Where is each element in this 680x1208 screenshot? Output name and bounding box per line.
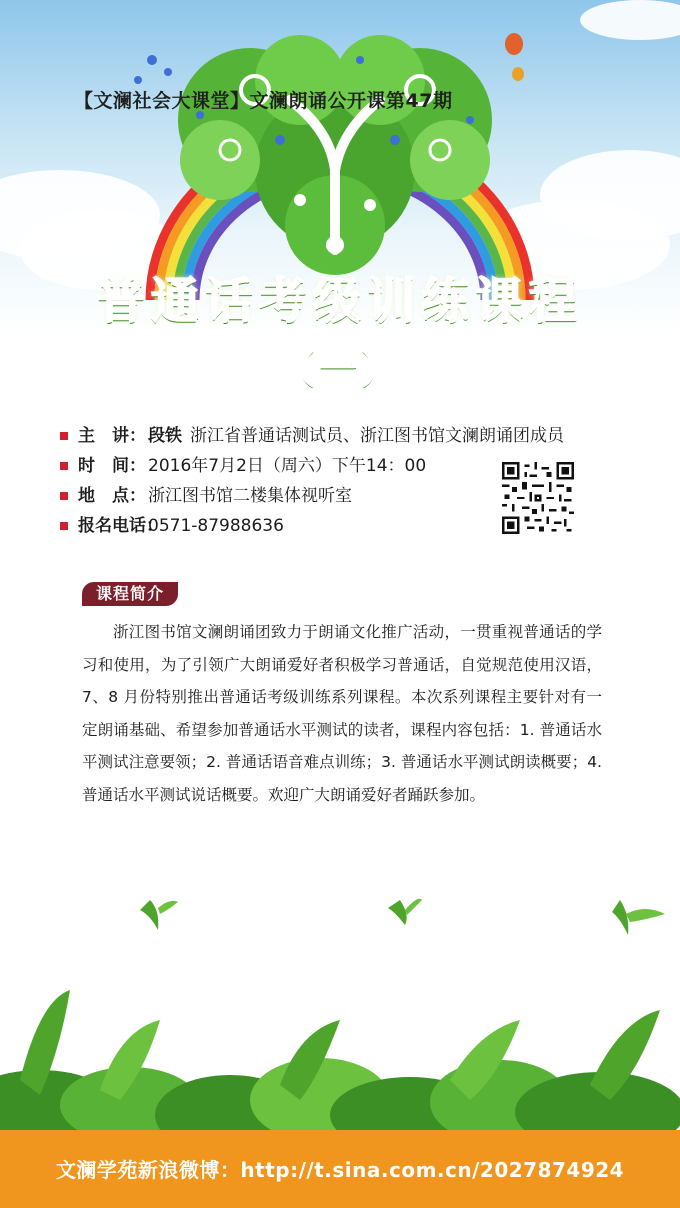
bullet-icon xyxy=(60,432,68,440)
leaves-decoration xyxy=(0,880,680,1140)
course-title: 普通话考级训练课程 xyxy=(96,273,583,329)
weibo-link[interactable]: 文澜学苑新浪微博：http://t.sina.com.cn/2027874924 xyxy=(55,1158,625,1182)
speaker-desc: 浙江省普通话测试员、浙江图书馆文澜朗诵团成员 xyxy=(190,426,564,446)
phone-row xyxy=(60,514,680,544)
footer-bar xyxy=(0,1130,680,1208)
time-label: 时 间： xyxy=(78,456,146,476)
place-label: 地 点： xyxy=(78,486,146,506)
place-value: 浙江图书馆二楼集体视听室 xyxy=(148,486,352,506)
time-value: 2016年7月2日（周六）下午14：00 xyxy=(148,456,427,476)
time-row xyxy=(60,454,680,484)
speaker-name: 段铁 xyxy=(148,426,182,446)
place-row xyxy=(60,484,680,514)
rainbow-tree-illustration xyxy=(0,0,680,300)
intro-text xyxy=(82,616,602,811)
series-line: 【文澜社会大课堂】文澜朗诵公开课第47期 xyxy=(74,90,453,112)
speaker-row xyxy=(60,424,680,454)
phone-value: 0571-87988636 xyxy=(148,516,284,536)
qr-code[interactable] xyxy=(502,462,574,534)
intro-paragraph: 浙江图书馆文澜朗诵团致力于朗诵文化推广活动，一贯重视普通话的学习和使用，为了引领广大朗诵爱好者积极学习普通话，自觉规范使用汉语，7、8 月份特别推出普通话考级训练系列课程。本次系列课程主要针对有一定朗诵基础、希望参加普通话水平测试的读者，课程内容包括：1. 普通话水平测试注意要领；2. 普通话语音难点训练；3. 普通话水平测试朗读概要；4. 普通话水平测试说话概要。欢迎广大朗诵爱好者踊跃参加。 xyxy=(82,623,602,804)
phone-label: 报名电话： xyxy=(78,516,163,536)
bullet-icon xyxy=(60,462,68,470)
bullet-icon xyxy=(60,522,68,530)
bullet-icon xyxy=(60,492,68,500)
course-subtitle: （一） xyxy=(276,347,403,391)
speaker-label: 主 讲： xyxy=(78,426,146,446)
intro-tag: 课程简介 xyxy=(82,582,178,606)
speaker-value xyxy=(148,424,564,448)
event-info xyxy=(60,424,680,544)
